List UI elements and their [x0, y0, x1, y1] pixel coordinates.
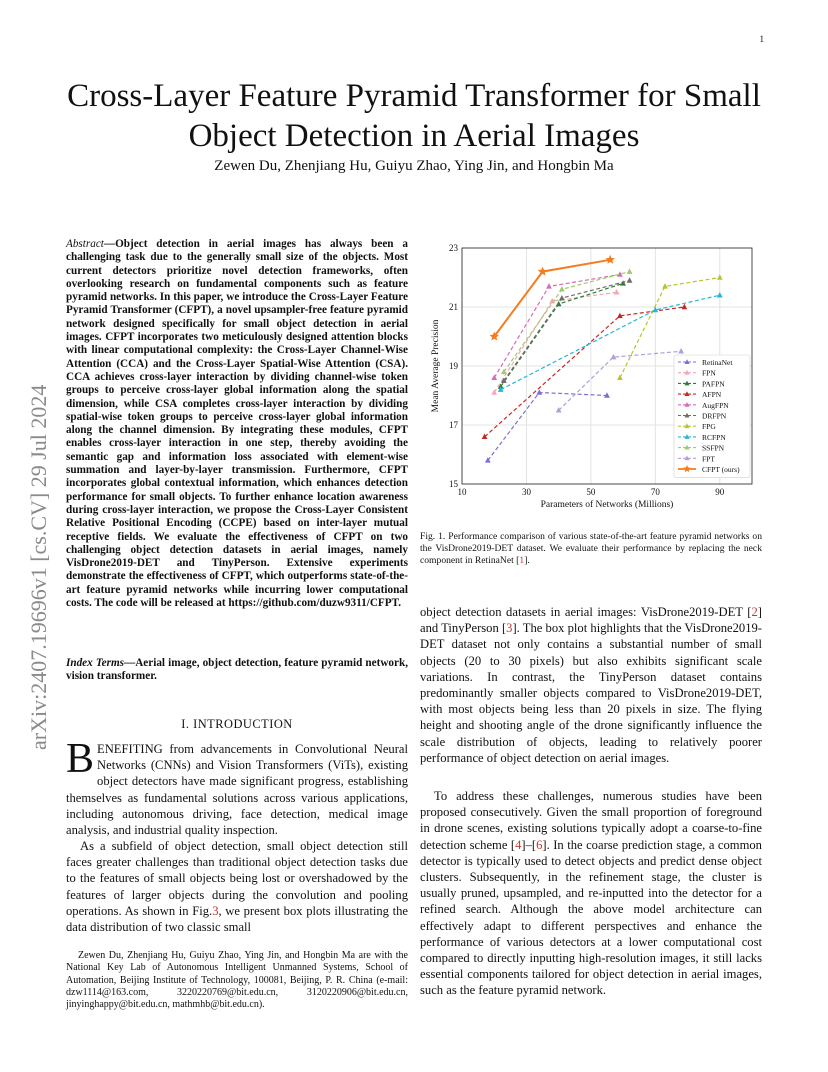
- chart-svg: [420, 236, 762, 514]
- citation-range-dash: ]–[: [521, 837, 537, 852]
- intro-paragraph-2: [66, 838, 408, 935]
- series-line-afpn: [485, 307, 685, 437]
- citation-link[interactable]: 4: [515, 837, 522, 852]
- right-p1-text-c: ]. The box plot highlights that the VisDrone2019-DET dataset not only contains a substantial number of small objects (20 to 30 pixels) but also exhibits significant scale variations. In contrast, the TinyPerson dataset contains predominantly smaller objects compared to VisDrone2019-DET, with most objects being less than 20 pixels in size. The flying height and shooting angle of the drone significantly influence the scale distribution of objects, leading to relatively poorer performance of object detection on aerial images.: [420, 621, 763, 765]
- data-point-cfpt-ours: [606, 255, 616, 264]
- y-axis-label: Mean Average Precision: [431, 319, 441, 413]
- legend-label-fpn: FPN: [702, 368, 716, 378]
- data-point-fpt: [678, 348, 684, 353]
- index-terms-text: —Aerial image, object detection, feature pyramid network, vision transformer.: [66, 657, 408, 683]
- drop-cap: B: [66, 736, 95, 782]
- abstract-label: Abstract: [66, 238, 104, 250]
- author-footnote: Zewen Du, Zhenjiang Hu, Guiyu Zhao, Ying Jin, and Hongbin Ma are with the National Key Lab of Autonomous Intelligent Unmanned Systems, School of Automation, Beijing Institute of Technology, 100081, Beijing, P. R. China (e-mail: dzw1114@163.com, 3220220769@bit.edu.cn, 3120220906@bit.edu.cn, jinyinghappy@bit.edu.cn, mathmhb@bit.edu.cn).: [66, 950, 408, 1011]
- series-line-fpt: [559, 351, 681, 410]
- page-number: 1: [759, 34, 764, 44]
- performance-chart: [420, 236, 762, 514]
- data-point-fpg: [617, 375, 623, 380]
- figure-ref-link[interactable]: 3: [212, 903, 219, 918]
- legend-label-afpn: AFPN: [702, 390, 722, 400]
- citation-link[interactable]: 6: [536, 837, 543, 852]
- right-paragraph-1: [420, 604, 762, 766]
- legend-label-rcfpn: RCFPN: [702, 432, 726, 442]
- right-paragraph-2: [420, 788, 762, 999]
- paper-title: Cross-Layer Feature Pyramid Transformer for Small Object Detection in Aerial Images: [67, 78, 761, 154]
- data-point-fpn: [614, 289, 620, 294]
- intro-paragraph-1: [66, 736, 408, 838]
- data-point-cfpt-ours: [538, 267, 548, 276]
- data-point-drfpn: [559, 295, 565, 300]
- arxiv-stamp: [16, 280, 56, 760]
- data-point-augfpn: [546, 283, 552, 288]
- right-p1-text: object detection datasets in aerial images: VisDrone2019-DET [: [420, 605, 752, 619]
- legend-label-cfpt-ours: CFPT (ours): [702, 465, 740, 474]
- y-tick-label: 19: [449, 361, 458, 371]
- right-p1-text-b: ] and TinyPerson [: [420, 605, 762, 636]
- x-axis-label: Parameters of Networks (Millions): [540, 500, 674, 510]
- y-tick-label: 21: [449, 302, 458, 312]
- data-point-ssfpn: [627, 268, 633, 273]
- arxiv-id: arXiv:2407.19696v1 [cs.CV] 29 Jul 2024: [26, 384, 51, 750]
- data-point-fpg: [717, 274, 723, 279]
- x-tick-label: 30: [521, 487, 531, 497]
- index-terms: [66, 657, 408, 684]
- figure-caption: [420, 531, 762, 567]
- citation-link[interactable]: 1: [519, 555, 525, 566]
- series-line-ssfpn: [504, 272, 630, 372]
- legend-label-ssfpn: SSFPN: [702, 443, 725, 453]
- right-p2-text: To address these challenges, numerous studies have been proposed consecutively. Given the small proportion of foreground in drone scenes, existing solutions typically adopt a coarse-to-fine detection scheme [: [420, 789, 762, 852]
- author-list: Zewen Du, Zhenjiang Hu, Guiyu Zhao, Ying Jin, and Hongbin Ma: [214, 158, 614, 174]
- data-point-ssfpn: [559, 286, 565, 291]
- citation-link[interactable]: 3: [506, 621, 513, 636]
- abstract-text: —Object detection in aerial images has always been a challenging task due to the generally small size of the objects. Most current detectors prioritize novel detection frameworks, often overlooking research on fundamental components such as feature pyramid networks. In this paper, we introduce the Cross-Layer Feature Pyramid Transformer (CFPT), a novel upsampler-free feature pyramid network designed specifically for small object detection in aerial images. CFPT incorporates two meticulously designed attention blocks with linear computational complexity: the Cross-Layer Channel-Wise Attention (CCA) and the Cross-Layer Spatial-Wise Attention (CSA). CCA achieves cross-layer interaction by dividing channel-wise token groups to perceive cross-layer global information along the spatial dimension, while CSA completes cross-layer interaction by dividing spatial-wise token groups to perceive cross-layer global information along the channel dimension. By integrating these modules, CFPT enables cross-layer interaction in one step, thereby avoiding the semantic gap and information loss associated with element-wise summation and layer-by-layer transmission. Furthermore, CFPT incorporates global contextual information, which enhances detection performance for small objects. To further enhance location awareness during cross-layer interaction, we propose the Cross-Layer Consistent Relative Positional Encoding (CCPE) based on inter-layer mutual receptive fields. We evaluate the effectiveness of CFPT on two challenging object detection datasets in aerial images, namely VisDrone2019-DET and TinyPerson. Extensive experiments demonstrate the effectiveness of CFPT, which outperforms state-of-the-art feature pyramid networks while incurring lower computational costs. The code will be released at https://github.com/duzw9311/CFPT.: [66, 238, 408, 610]
- x-tick-label: 10: [457, 487, 467, 497]
- y-tick-label: 17: [449, 420, 458, 430]
- y-tick-label: 15: [449, 479, 458, 489]
- x-tick-label: 90: [715, 487, 725, 497]
- intro-p1-text: ENEFITING from advancements in Convolutional Neural Networks (CNNs) and Vision Transformers (ViTs), existing object detectors have made significant progress, establishing themselves as fundamental solutions across various applications, including autonomous driving, face detection, medical image analysis, and industrial quality inspection.: [66, 742, 408, 838]
- data-point-fpg: [662, 283, 668, 288]
- right-p2-text-b: ]. In the coarse prediction stage, a common detector is typically used to detect objects and predict dense object clusters. Subsequently, in the refinement stage, the cluster is usually pruned, upsampled, and re-inputted into the detector for a refined search. Although the above model architecture can effectively adapt to different perspectives and enhance the performance of various detectors at a lower computational cost compared to directly inputting high-resolution images, it still lacks essential components tailored for object detection in aerial images, such as the feature pyramid network.: [420, 837, 762, 998]
- citation-link[interactable]: 2: [751, 605, 758, 619]
- y-tick-label: 23: [449, 243, 458, 253]
- legend-label-augfpn: AugFPN: [702, 400, 729, 410]
- data-point-drfpn: [627, 277, 633, 282]
- x-tick-label: 50: [586, 487, 596, 497]
- series-line-retinanet: [488, 393, 607, 461]
- index-terms-label: Index Terms: [66, 657, 125, 669]
- abstract: [66, 238, 408, 610]
- intro-p2-text-cont: , we present box plots illustrating the data distribution of two classic small: [66, 903, 408, 935]
- legend-label-retinanet: RetinaNet: [702, 358, 733, 367]
- data-point-pafpn: [620, 280, 626, 285]
- legend-label-fpt: FPT: [702, 454, 715, 464]
- caption-text: Fig. 1. Performance comparison of various state-of-the-art feature pyramid networks on the VisDrone2019-DET dataset. We evaluate their performance by replacing the neck component in RetinaNet [: [420, 531, 762, 566]
- caption-text-end: ].: [524, 555, 530, 566]
- data-point-rcfpn: [717, 292, 723, 297]
- legend-label-pafpn: PAFPN: [702, 379, 725, 389]
- section-heading: I. INTRODUCTION: [181, 717, 293, 731]
- legend-label-fpg: FPG: [702, 422, 716, 432]
- legend-label-drfpn: DRFPN: [702, 411, 727, 421]
- intro-p2-text: As a subfield of object detection, small object detection still faces greater challenges than traditional object detection tasks due to the features of small objects being lost or overshadowed by the features of larger objects during the convolution and pooling operations. As shown in Fig.: [66, 839, 408, 918]
- x-tick-label: 70: [650, 487, 660, 497]
